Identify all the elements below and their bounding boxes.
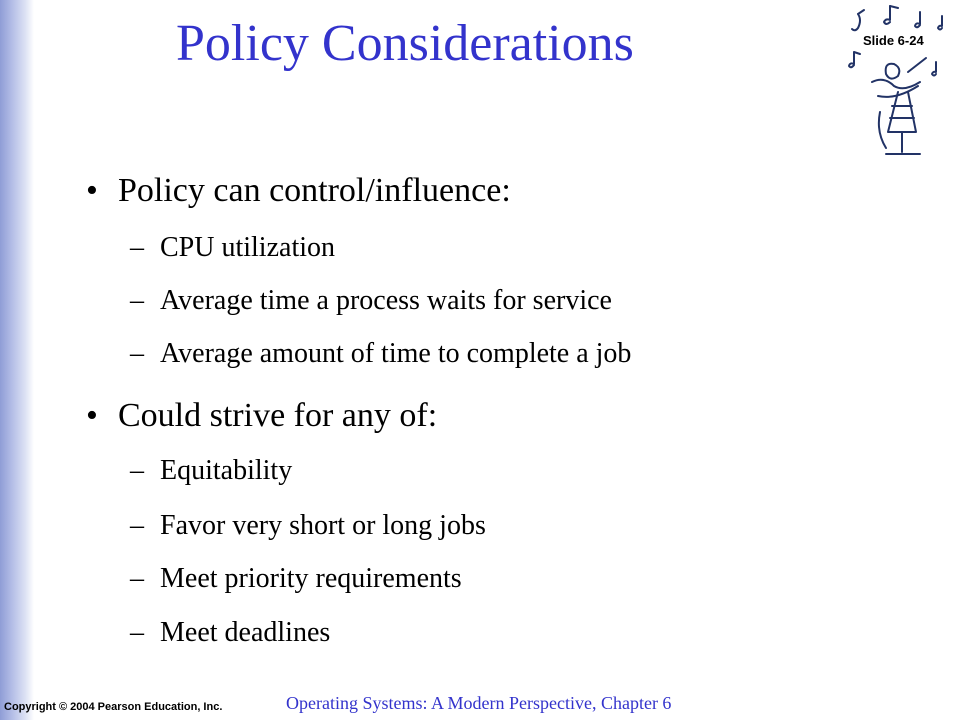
left-gradient-bar [0,0,34,720]
dash-glyph: – [130,285,144,316]
dash-glyph: – [130,338,144,369]
dash-glyph: – [130,510,144,541]
musician-sketch-icon [842,2,954,167]
footer-caption: Operating Systems: A Modern Perspective, Chapter 6 [286,693,672,713]
copyright-notice: Copyright © 2004 Pearson Education, Inc. [4,701,223,713]
sub-bullet-text: Favor very short or long jobs [160,510,486,541]
dash-glyph: – [130,563,144,594]
sub-bullet-text: CPU utilization [160,232,335,263]
slide-title: Policy Considerations [176,15,634,72]
dash-glyph: – [130,617,144,648]
sub-bullet-text: Meet deadlines [160,617,331,648]
bullet-glyph: • [86,397,98,434]
bullet-text: Policy can control/influence: [118,172,511,209]
sub-bullet-text: Meet priority requirements [160,563,462,594]
dash-glyph: – [130,232,144,263]
bullet-glyph: • [86,172,98,209]
dash-glyph: – [130,455,144,486]
sub-bullet-text: Equitability [160,455,293,486]
sub-bullet-text: Average time a process waits for service [160,285,612,316]
bullet-text: Could strive for any of: [118,397,438,434]
slide-number: Slide 6-24 [863,33,924,48]
sub-bullet-text: Average amount of time to complete a job [160,338,632,369]
